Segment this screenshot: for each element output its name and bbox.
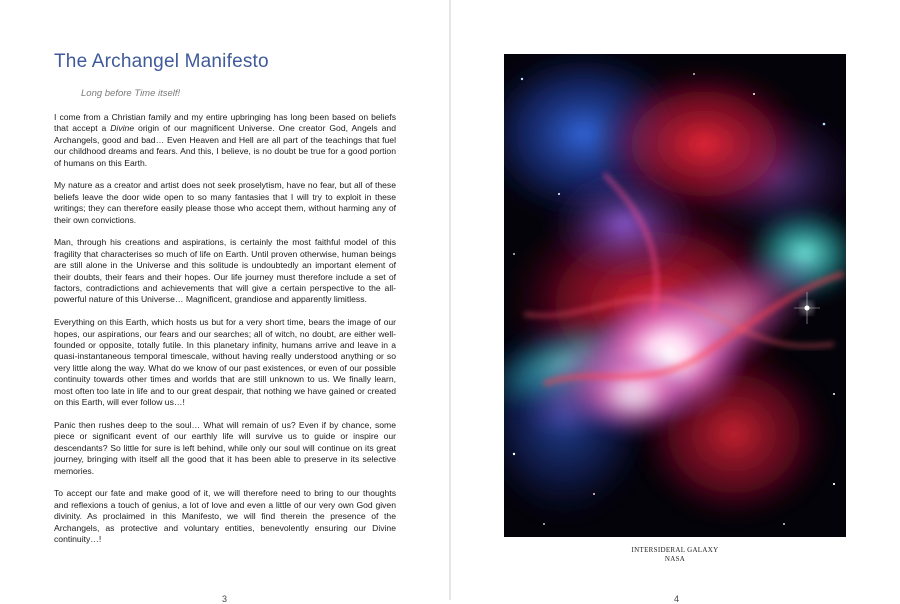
image-caption bbox=[504, 546, 846, 564]
document-title: The Archangel Manifesto bbox=[54, 51, 269, 72]
paragraph-4: Everything on this Earth, which hosts us but for a very short time, bears the image of our hopes, our aspirations, our fears and our searches; all of witch, no doubt, are either well-founded or opposite, totally futile. In this planetary infinity, humans arrive and leave in a quasi-instantaneous temporal timescale, without having really understood anything or so very little along the way. What do we know of our past existences, or even of our possible continuity towards other times and worlds that are still unknown to us. We finally learn, most often too late in life and to our great despair, that nothing we have gained or created on this Earth, will ever follow us…! bbox=[54, 317, 396, 408]
paragraph-2: My nature as a creator and artist does not seek proselytism, have no fear, but all of these beliefs leave the door wide open to so many fantasies that I will try to exploit in these writings; they can therefore easily please those who accept them, without harming any of their own convictions. bbox=[54, 180, 396, 225]
document-subtitle: Long before Time itself! bbox=[81, 88, 181, 99]
paragraph-6: To accept our fate and make good of it, we will therefore need to bring to our thoughts and reflexions a touch of genius, a lot of love and even a little of our very own God given divinity. As proclaimed in this Manifesto, we will find therein the presence of the Archangels, as protective and voluntary entities, benevolently ensuring our Divine continuity…! bbox=[54, 488, 396, 544]
page-number-left: 3 bbox=[222, 594, 228, 604]
paragraph-1: I come from a Christian family and my entire upbringing has long been based on beliefs that accept a Divine origin of our magnificent Universe. One creator God, Angels and Archangels, good and bad… Even Heaven and Hell are all part of the teachings that fuel our childhood dreams and fears. And this, I believe, is no doubt be true for a good portion of humans on this Earth. bbox=[54, 112, 396, 168]
page-number-right: 4 bbox=[674, 594, 680, 604]
caption-title: INTERSIDERAL GALAXY bbox=[631, 546, 719, 554]
paragraph-3: Man, through his creations and aspirations, is certainly the most faithful model of this fragility that characterises so much of life on Earth. Until proven otherwise, human beings are still alone in the Universe and this solitude is undoubtedly an important element of their doubts, their fears and their hopes. Our life journey must therefore include a set of factors, contradictions and achievements that will give a certain perspective to the all-powerful nature of this Universe… Magnificent, grandiose and apparently limitless. bbox=[54, 237, 396, 305]
galaxy-photo bbox=[504, 54, 846, 537]
paragraph-5: Panic then rushes deep to the soul… What will remain of us? Even if by chance, some piece or significant event of our earthly life will survive us to guide or inspire our descendants? So little for sure is left behind, while only our soul will continue on its great journey, bringing with itself all the good that it has been able to preserve in its selective memories. bbox=[54, 419, 396, 476]
right-page bbox=[451, 0, 900, 604]
body-text bbox=[54, 112, 396, 557]
caption-credit: NASA bbox=[664, 555, 686, 563]
left-page bbox=[0, 0, 449, 604]
